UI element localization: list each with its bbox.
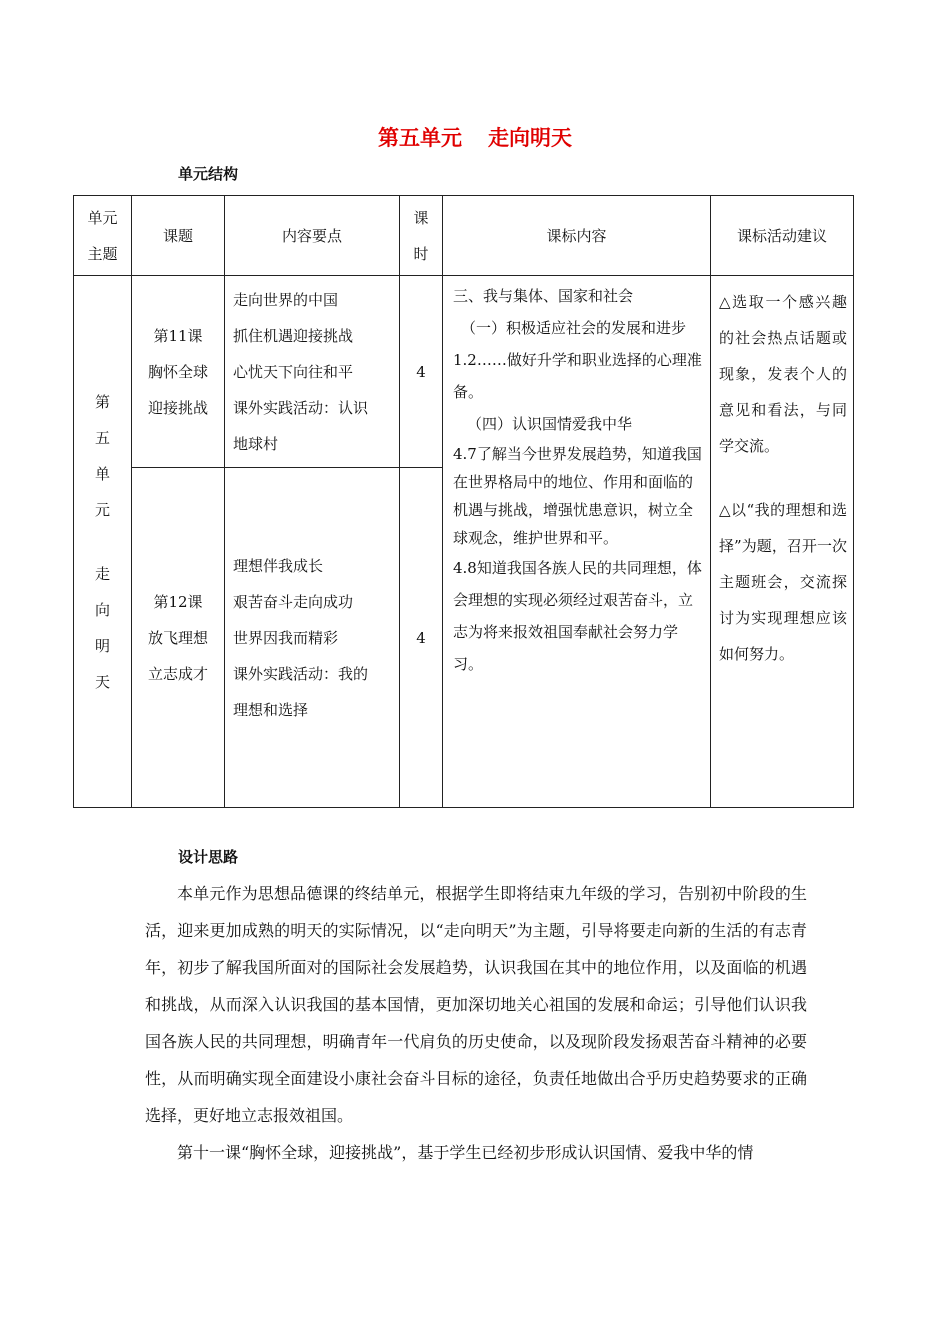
unit-structure-table [73,195,854,808]
design-text [145,875,807,1171]
design-paragraph: 本单元作为思想品德课的终结单元，根据学生即将结束九年级的学习，告别初中阶段的生活，迎来更加成熟的明天的实际情况，以“走向明天”为主题，引导将要走向新的生活的有志青年，初步了解我国所面对的国际社会发展趋势，认识我国在其中的地位作用，以及面临的机遇和挑战，从而深入认识我国的基本国情，更加深切地关心祖国的发展和命运；引导他们认识我国各族人民的共同理想，明确青年一代肩负的历史使命，以及现阶段发扬艰苦奋斗精神的必要性，从而明确实现全面建设小康社会奋斗目标的途径，负责任地做出合乎历史趋势要求的正确选择，更好地立志报效祖国。 [145,884,807,1125]
header-content: 内容要点 [225,196,400,276]
header-unit-theme: 单元 主题 [74,196,132,276]
header-hours: 课 时 [400,196,443,276]
lesson12-title: 第12课 放飞理想 立志成才 [132,468,225,808]
design-paragraph: 第十一课“胸怀全球，迎接挑战”，基于学生已经初步形成认识国情、爱我中华的情 [177,1143,754,1162]
header-activity: 课标活动建议 [711,196,854,276]
header-standard: 课标内容 [443,196,711,276]
lesson11-hours: 4 [400,276,443,468]
lesson12-hours: 4 [400,468,443,808]
page-title [0,122,950,152]
table-header-row [74,196,854,276]
lesson12-content: 理想伴我成长 艰苦奋斗走向成功 世界因我而精彩 课外实践活动：我的 理想和选择 [225,468,400,808]
unit-theme-cell: 第 五 单 元 走 向 明 天 [74,276,132,808]
lesson11-content: 走向世界的中国 抓住机遇迎接挑战 心忧天下向往和平 课外实践活动：认识 地球村 [225,276,400,468]
title-part2: 走向明天 [488,126,572,150]
design-heading: 设计思路 [178,848,239,866]
structure-heading: 单元结构 [178,165,239,183]
title-part1: 第五单元 [378,126,462,150]
standard-content-cell: 三、我与集体、国家和社会 （一）积极适应社会的发展和进步 1.2……做好升学和职业选择的心理准备。 （四）认识国情爱我中华 4.7了解当今世界发展趋势，知道我国在世界格局中的地位、作用和面临的机遇与挑战，增强忧患意识，树立全球观念，维护世界和平。 4.8知道我国各族人民的共同理想，体会理想的实现必须经过艰苦奋斗，立志为将来报效祖国奉献社会努力学习。 [443,276,711,808]
table-row [74,276,854,468]
lesson11-title: 第11课 胸怀全球 迎接挑战 [132,276,225,468]
header-lesson: 课题 [132,196,225,276]
activity-suggestion-cell: △选取一个感兴趣的社会热点话题或现象，发表个人的意见和看法，与同学交流。 △以“我的理想和选择”为题，召开一次主题班会，交流探讨为实现理想应该如何努力。 [711,276,854,808]
